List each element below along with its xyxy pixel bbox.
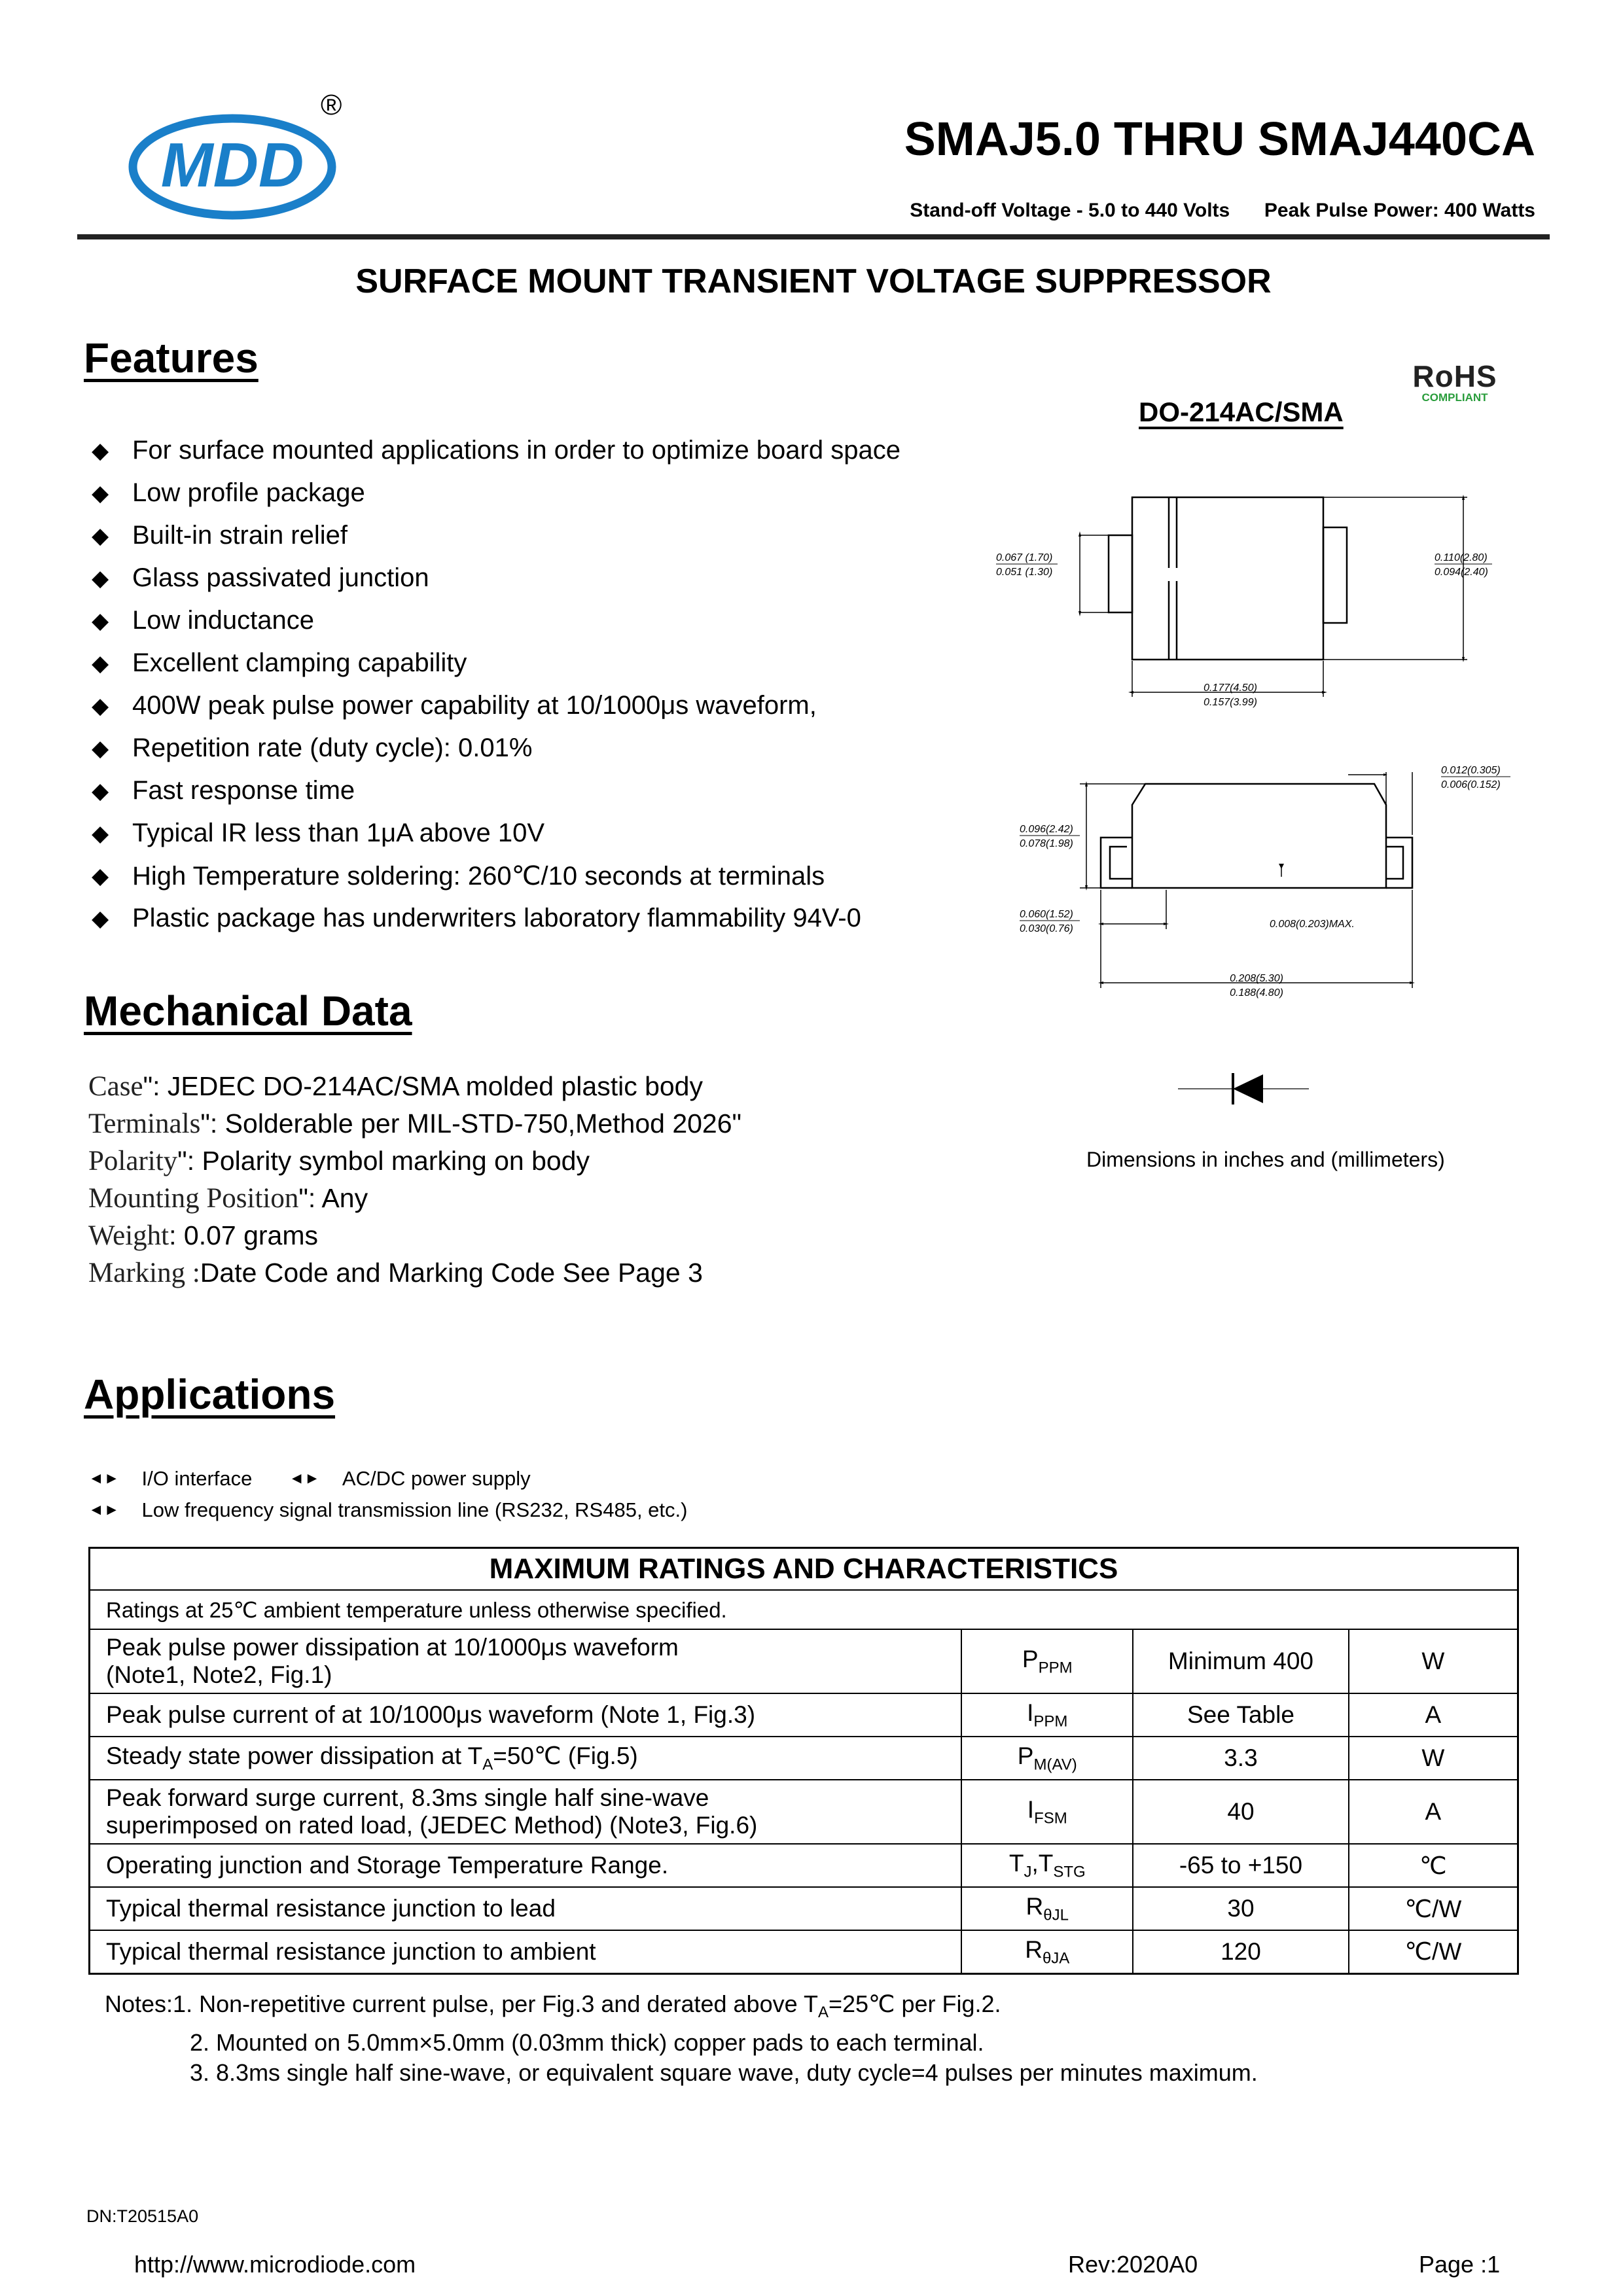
svg-text:0.157(3.99): 0.157(3.99) <box>1204 697 1257 708</box>
diode-polarity-icon <box>1233 1074 1263 1103</box>
table-row <box>90 1844 1518 1887</box>
applications-list <box>88 1463 687 1526</box>
unit-cell: ℃/W <box>1349 1930 1518 1973</box>
svg-text:0.008(0.203)MAX.: 0.008(0.203)MAX. <box>1270 919 1355 930</box>
diamond-bullet-icon: ◆ <box>92 906 109 931</box>
symbol-cell: $P_{PPM}$ <box>961 1629 1133 1693</box>
svg-text:0.188(4.80): 0.188(4.80) <box>1230 987 1283 998</box>
param-cell: Typical thermal resistance junction to lead <box>90 1887 962 1930</box>
feature-text: Typical IR less than 1μA above 10V <box>132 819 545 847</box>
value-cell: 3.3 <box>1133 1737 1349 1780</box>
header-specs <box>772 200 1535 222</box>
package-body-top-view <box>1132 497 1323 660</box>
diamond-bullet-icon: ◆ <box>92 693 109 718</box>
feature-text: Built-in strain relief <box>132 521 348 550</box>
diamond-bullet-icon: ◆ <box>92 863 109 889</box>
double-arrow-icon: ◄► <box>289 1470 320 1487</box>
feature-text: For surface mounted applications in order to optimize board space <box>132 436 901 465</box>
list-item <box>92 472 901 514</box>
applications-heading: Applications <box>84 1371 336 1418</box>
list-item <box>88 1254 741 1292</box>
feature-text: Low inductance <box>132 606 314 635</box>
feature-text: Low profile package <box>132 478 365 507</box>
symbol-cell: $P_{M(AV)}$ <box>961 1737 1133 1780</box>
mech-value: : 0.07 grams <box>169 1220 319 1250</box>
symbol-cell: $I_{PPM}$ <box>961 1693 1133 1737</box>
peak-power-text: Peak Pulse Power: 400 Watts <box>1264 200 1535 221</box>
svg-text:0.051 (1.30): 0.051 (1.30) <box>996 567 1053 578</box>
diamond-bullet-icon: ◆ <box>92 778 109 804</box>
dimension-note: Dimensions in inches and (millimeters) <box>1086 1148 1445 1171</box>
page-number: Page :1 <box>1419 2251 1501 2278</box>
features-list <box>92 429 901 940</box>
feature-text: 400W peak pulse power capability at 10/1000μs waveform, <box>132 691 817 720</box>
table-caption-row <box>90 1548 1518 1591</box>
left-terminal <box>1109 535 1132 612</box>
svg-text:0.030(0.76): 0.030(0.76) <box>1020 923 1073 934</box>
table-row <box>90 1629 1518 1693</box>
list-item <box>92 514 901 557</box>
svg-text:0.208(5.30): 0.208(5.30) <box>1230 973 1283 984</box>
mech-label: Polarity <box>88 1146 178 1176</box>
unit-cell: A <box>1349 1693 1518 1737</box>
revision-label: Rev:2020A0 <box>1068 2251 1198 2278</box>
standoff-voltage-text: Stand-off Voltage - 5.0 to 440 Volts <box>910 200 1230 221</box>
svg-text:0.006(0.152): 0.006(0.152) <box>1441 779 1501 790</box>
param-cell: Typical thermal resistance junction to ambient <box>90 1930 962 1973</box>
feature-text: Glass passivated junction <box>132 563 429 592</box>
diamond-bullet-icon: ◆ <box>92 608 109 633</box>
table-notes <box>105 1989 1258 2088</box>
rohs-mark: RoHS <box>1412 359 1497 393</box>
double-arrow-icon: ◄► <box>88 1501 120 1519</box>
part-number-title: SMAJ5.0 THRU SMAJ440CA <box>904 113 1535 166</box>
param-cell: Peak forward surge current, 8.3ms single half sine-wave superimposed on rated load, (JEDEC Method) (Note3, Fig.6) <box>90 1780 962 1844</box>
list-item <box>92 897 901 940</box>
note-1: Notes:1. Non-repetitive current pulse, per Fig.3 and derated above $T_A=25℃$ per Fig.2. <box>105 1990 1001 2022</box>
svg-text:0.094(2.40): 0.094(2.40) <box>1435 567 1488 578</box>
application-item: I/O interface <box>141 1467 253 1490</box>
mdd-logo-icon <box>128 111 344 222</box>
svg-text:0.110(2.80): 0.110(2.80) <box>1435 552 1488 563</box>
mechanical-heading: Mechanical Data <box>84 987 412 1034</box>
company-logo <box>128 111 344 222</box>
symbol-cell: $R_{\theta JL}$ <box>961 1887 1133 1930</box>
table-row <box>90 1693 1518 1737</box>
registered-mark: ® <box>321 89 342 121</box>
table-caption: MAXIMUM RATINGS AND CHARACTERISTICS <box>90 1548 1518 1591</box>
diamond-bullet-icon: ◆ <box>92 480 109 506</box>
feature-text: High Temperature soldering: 260℃/10 seconds at terminals <box>132 861 825 891</box>
feature-text: Fast response time <box>132 776 355 805</box>
document-number: DN:T20515A0 <box>86 2206 199 2226</box>
feature-text: Excellent clamping capability <box>132 648 467 677</box>
param-cell: Steady state power dissipation at $T_A=50℃$ (Fig.5) <box>90 1737 962 1780</box>
svg-text:0.067 (1.70): 0.067 (1.70) <box>996 552 1053 563</box>
mech-label: Weight <box>88 1220 169 1251</box>
unit-cell: W <box>1349 1737 1518 1780</box>
value-cell: 120 <box>1133 1930 1349 1973</box>
package-body-side-view <box>1132 784 1386 888</box>
table-row <box>90 1887 1518 1930</box>
ratings-table <box>88 1547 1519 1975</box>
list-item <box>92 429 901 472</box>
mech-value: ": Polarity symbol marking on body <box>177 1146 590 1176</box>
param-cell: Peak pulse current of at 10/1000μs waveform (Note 1, Fig.3) <box>90 1693 962 1737</box>
list-item <box>92 855 901 897</box>
table-row <box>90 1737 1518 1780</box>
application-item: AC/DC power supply <box>342 1467 531 1490</box>
list-item <box>88 1180 741 1217</box>
symbol-cell: $I_{FSM}$ <box>961 1780 1133 1844</box>
website-link[interactable]: http://www.microdiode.com <box>134 2251 416 2278</box>
rohs-compliant-label: COMPLIANT <box>1421 391 1488 404</box>
mech-label: Terminals <box>88 1108 201 1139</box>
note-2: 2. Mounted on 5.0mm×5.0mm (0.03mm thick) copper pads to each terminal. <box>190 2029 984 2057</box>
feature-text: Repetition rate (duty cycle): 0.01% <box>132 733 533 762</box>
document-title: SURFACE MOUNT TRANSIENT VOLTAGE SUPPRESSOR <box>355 262 1272 300</box>
symbol-cell: $R_{\theta JA}$ <box>961 1930 1133 1973</box>
svg-text:0.096(2.42): 0.096(2.42) <box>1020 824 1073 835</box>
package-name: DO-214AC/SMA <box>1139 397 1344 427</box>
features-heading: Features <box>84 334 259 381</box>
package-outline-drawing <box>982 471 1571 1125</box>
mech-label: Mounting Position <box>88 1183 299 1214</box>
header-divider <box>77 234 1550 239</box>
symbol-cell: $T_J,T_{STG}$ <box>961 1844 1133 1887</box>
rohs-badge <box>1412 359 1497 404</box>
diamond-bullet-icon: ◆ <box>92 523 109 548</box>
diamond-bullet-icon: ◆ <box>92 821 109 846</box>
list-item <box>88 1105 741 1142</box>
list-item <box>88 1217 741 1254</box>
mech-value: ": Any <box>298 1183 368 1213</box>
param-cell: Peak pulse power dissipation at 10/1000μs waveform (Note1, Note2, Fig.1) <box>90 1629 962 1693</box>
svg-text:0.078(1.98): 0.078(1.98) <box>1020 838 1073 849</box>
diamond-bullet-icon: ◆ <box>92 565 109 591</box>
double-arrow-icon: ◄► <box>88 1470 120 1487</box>
list-item <box>92 769 901 812</box>
list-item <box>92 557 901 599</box>
unit-cell: ℃/W <box>1349 1887 1518 1930</box>
value-cell: 30 <box>1133 1887 1349 1930</box>
list-item <box>88 1142 741 1180</box>
svg-text:MDD: MDD <box>160 130 304 200</box>
mech-value: ": JEDEC DO-214AC/SMA molded plastic body <box>143 1071 703 1101</box>
diamond-bullet-icon: ◆ <box>92 650 109 676</box>
list-item <box>88 1068 741 1105</box>
note-3: 3. 8.3ms single half sine-wave, or equivalent square wave, duty cycle=4 pulses per minutes maximum. <box>190 2059 1258 2087</box>
svg-text:0.060(1.52): 0.060(1.52) <box>1020 909 1073 920</box>
mech-label: Marking : <box>88 1258 200 1288</box>
svg-text:0.012(0.305): 0.012(0.305) <box>1441 765 1501 776</box>
param-cell: Operating junction and Storage Temperature Range. <box>90 1844 962 1887</box>
list-item <box>92 642 901 684</box>
unit-cell: ℃ <box>1349 1844 1518 1887</box>
mechanical-data-list <box>88 1068 741 1292</box>
diamond-bullet-icon: ◆ <box>92 438 109 463</box>
feature-text: Plastic package has underwriters laboratory flammability 94V-0 <box>132 904 861 932</box>
list-item <box>92 727 901 769</box>
unit-cell: A <box>1349 1780 1518 1844</box>
table-condition: Ratings at 25℃ ambient temperature unless otherwise specified. <box>90 1590 1518 1629</box>
mech-value: Date Code and Marking Code See Page 3 <box>200 1258 703 1288</box>
unit-cell: W <box>1349 1629 1518 1693</box>
value-cell: Minimum 400 <box>1133 1629 1349 1693</box>
right-terminal <box>1323 527 1347 623</box>
value-cell: -65 to +150 <box>1133 1844 1349 1887</box>
list-item <box>92 684 901 727</box>
mech-label: Case <box>88 1071 143 1102</box>
svg-text:0.177(4.50): 0.177(4.50) <box>1204 682 1257 694</box>
diamond-bullet-icon: ◆ <box>92 735 109 761</box>
application-item: Low frequency signal transmission line (RS232, RS485, etc.) <box>141 1498 688 1521</box>
table-row <box>90 1780 1518 1844</box>
table-condition-row <box>90 1590 1518 1629</box>
list-item <box>92 599 901 642</box>
value-cell: See Table <box>1133 1693 1349 1737</box>
value-cell: 40 <box>1133 1780 1349 1844</box>
list-item <box>92 812 901 855</box>
table-row <box>90 1930 1518 1973</box>
mech-value: ": Solderable per MIL-STD-750,Method 2026" <box>200 1108 742 1139</box>
